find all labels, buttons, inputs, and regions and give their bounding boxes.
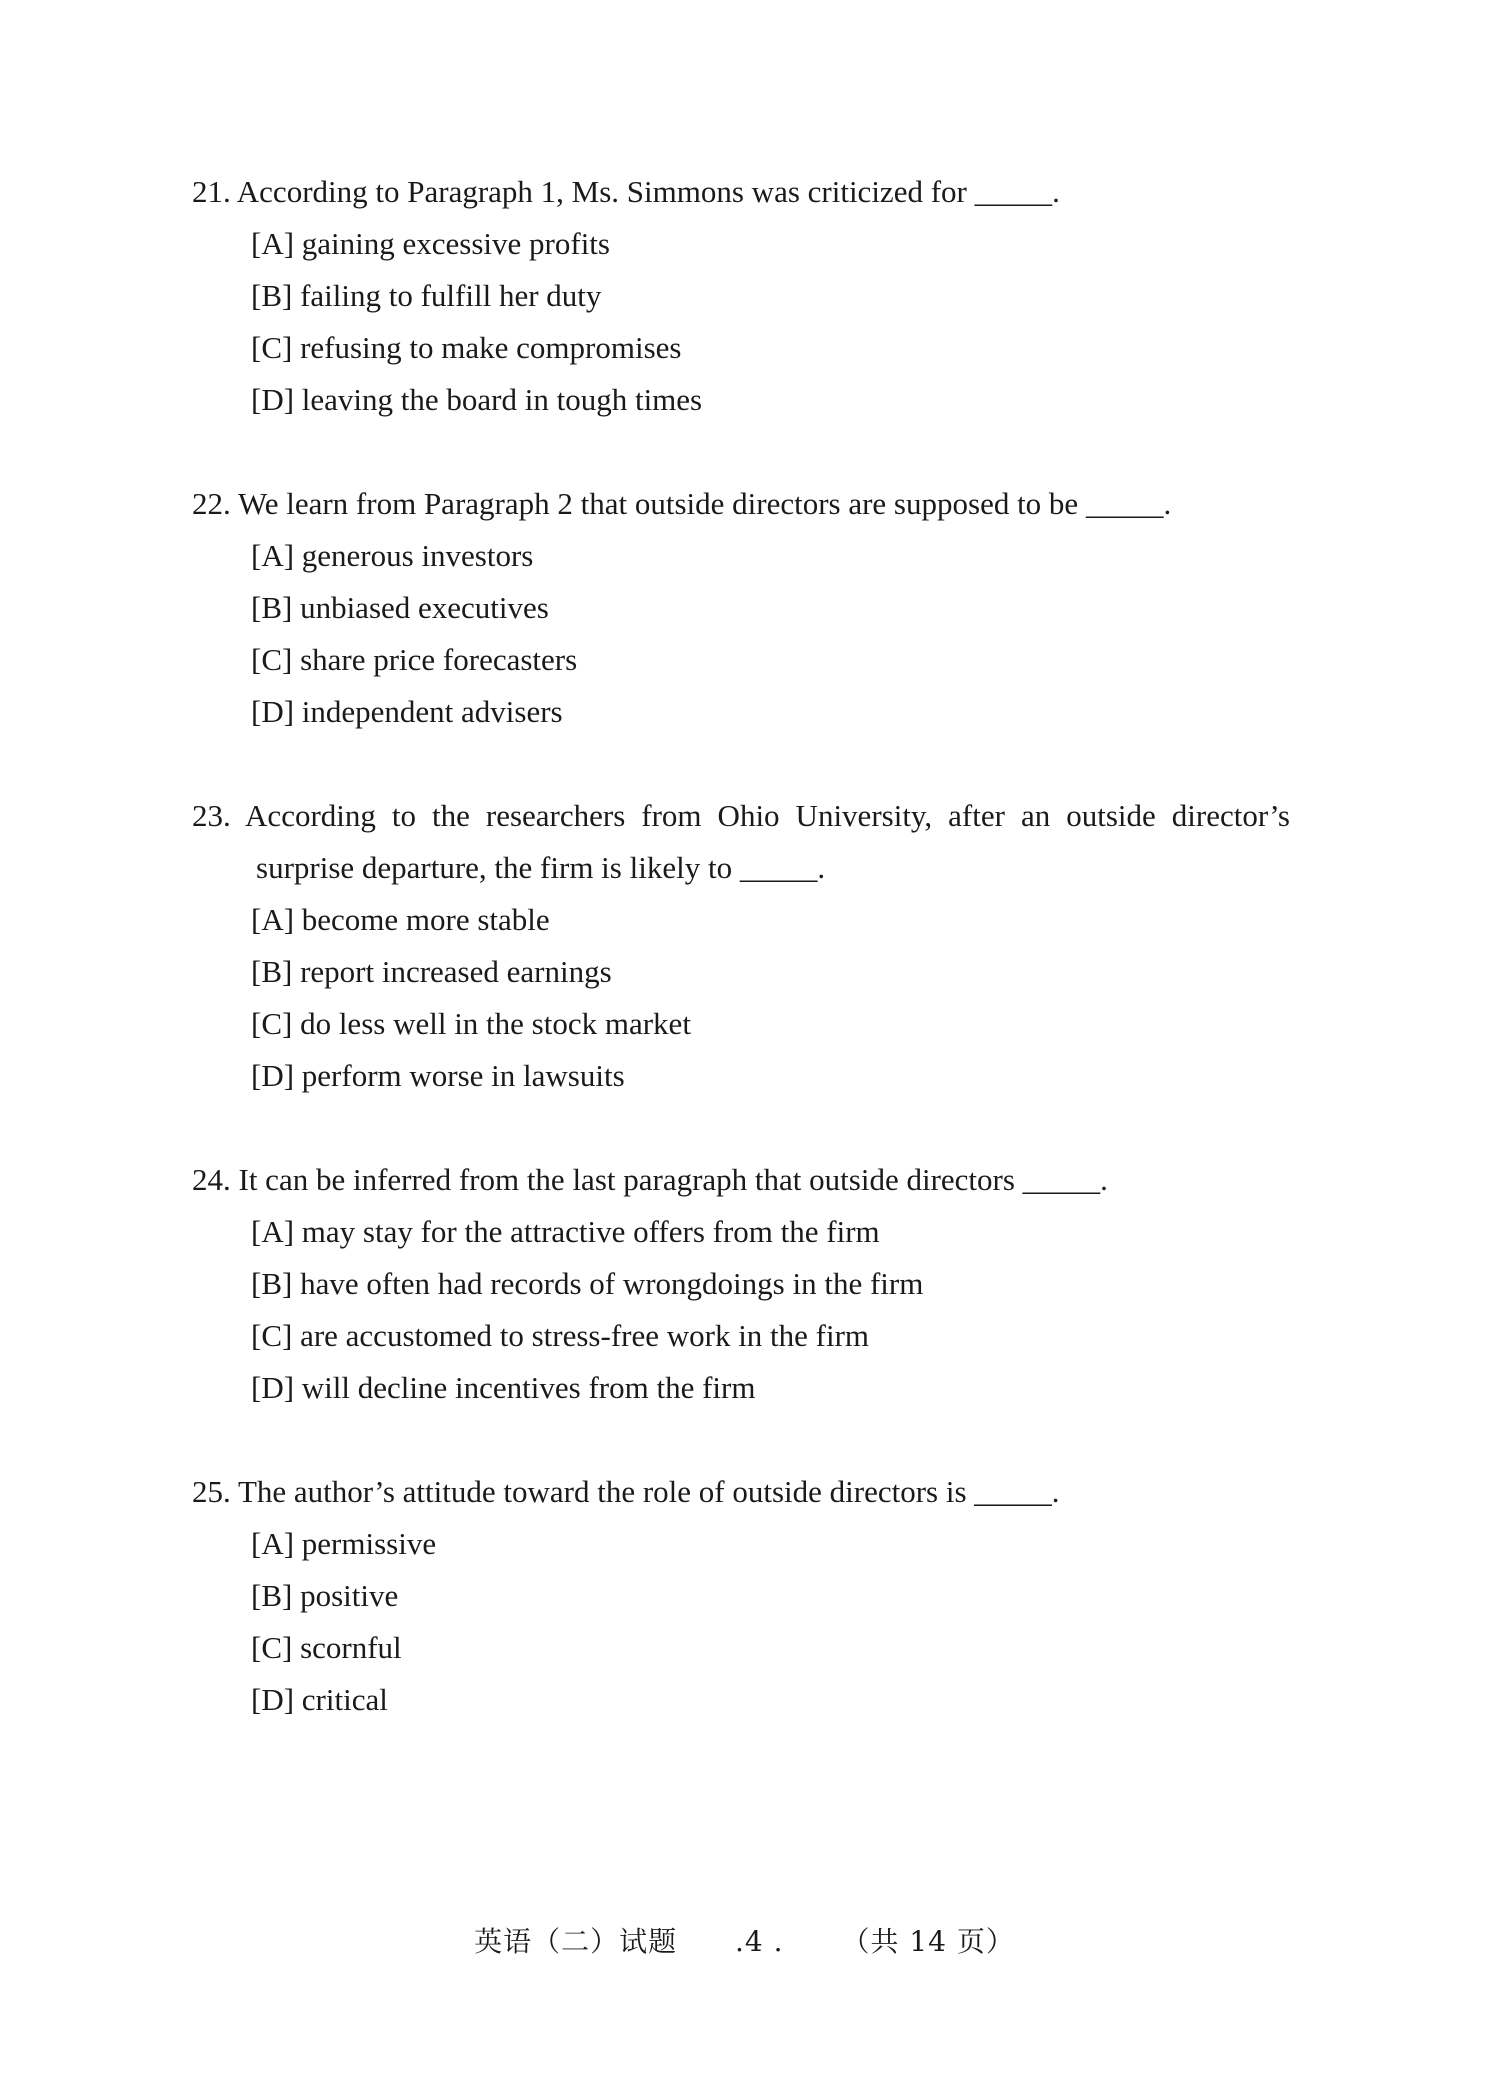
- question-22: [192, 478, 1302, 738]
- question-21: [192, 166, 1302, 426]
- option-list: [192, 218, 1302, 426]
- question-stem-line-1: 23. According to the researchers from Ohio University, after an outside director’s: [192, 798, 1290, 833]
- option-c: [C] do less well in the stock market: [251, 1006, 691, 1041]
- question-24: [192, 1154, 1302, 1414]
- option-list: [192, 1206, 1302, 1414]
- option-d: [D] critical: [251, 1682, 388, 1717]
- question-stem: 22. We learn from Paragraph 2 that outside directors are supposed to be _____.: [192, 486, 1172, 521]
- option-list: [192, 894, 1302, 1102]
- option-b: [B] have often had records of wrongdoings in the firm: [251, 1266, 924, 1301]
- option-b: [B] unbiased executives: [251, 590, 549, 625]
- option-b: [B] positive: [251, 1578, 399, 1613]
- question-stem: 24. It can be inferred from the last paragraph that outside directors _____.: [192, 1162, 1108, 1197]
- footer-subject: 英语（二）试题: [474, 1925, 678, 1958]
- option-d: [D] independent advisers: [251, 694, 563, 729]
- question-23: [192, 790, 1302, 1102]
- option-a: [A] gaining excessive profits: [251, 226, 610, 261]
- footer-page-number: .4 .: [735, 1925, 784, 1958]
- footer-total-pages: （共 14 页）: [841, 1925, 1015, 1958]
- option-a: [A] permissive: [251, 1526, 437, 1561]
- option-list: [192, 1518, 1302, 1726]
- question-stem: 21. According to Paragraph 1, Ms. Simmons was criticized for _____.: [192, 174, 1060, 209]
- option-d: [D] perform worse in lawsuits: [251, 1058, 625, 1093]
- option-c: [C] share price forecasters: [251, 642, 578, 677]
- question-stem: [192, 790, 1302, 894]
- option-a: [A] become more stable: [251, 902, 550, 937]
- page-footer: [0, 1920, 1489, 1960]
- option-a: [A] generous investors: [251, 538, 534, 573]
- option-c: [C] are accustomed to stress-free work in the firm: [251, 1318, 870, 1353]
- question-stem: 25. The author’s attitude toward the role of outside directors is _____.: [192, 1474, 1060, 1509]
- option-d: [D] will decline incentives from the firm: [251, 1370, 756, 1405]
- option-b: [B] failing to fulfill her duty: [251, 278, 602, 313]
- option-a: [A] may stay for the attractive offers from the firm: [251, 1214, 880, 1249]
- option-list: [192, 530, 1302, 738]
- option-b: [B] report increased earnings: [251, 954, 612, 989]
- option-d: [D] leaving the board in tough times: [251, 382, 703, 417]
- question-list: [192, 166, 1302, 1778]
- question-stem-line-2: surprise departure, the firm is likely to _____.: [256, 850, 826, 885]
- option-c: [C] refusing to make compromises: [251, 330, 682, 365]
- question-25: [192, 1466, 1302, 1726]
- option-c: [C] scornful: [251, 1630, 402, 1665]
